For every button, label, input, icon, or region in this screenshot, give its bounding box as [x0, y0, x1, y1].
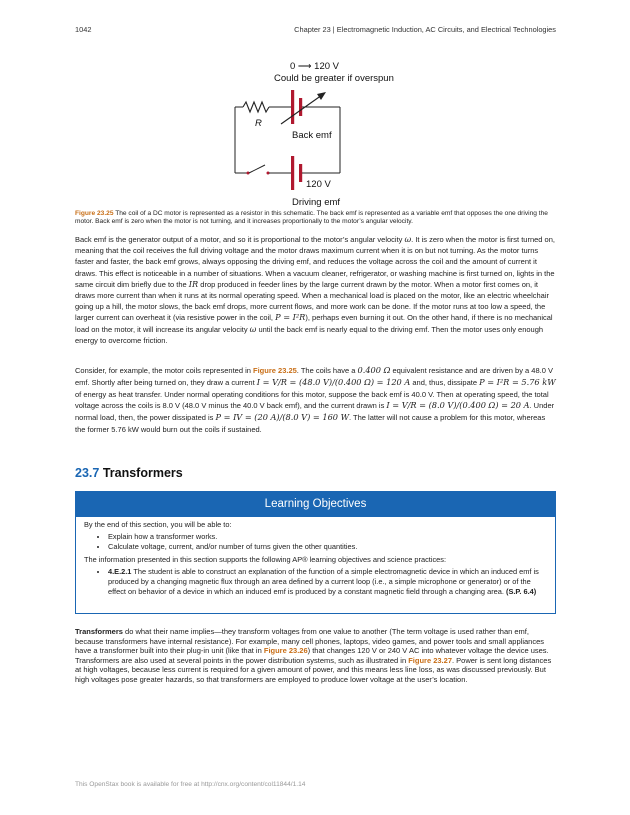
text: Back emf is the generator output of a motor, and so it is proportional to the motor’s angular velocity — [75, 235, 405, 244]
figure-link[interactable]: Figure 23.26 — [263, 646, 308, 656]
text: . The coils have a — [296, 366, 358, 375]
page-footer: This OpenStax book is available for free at http://cnx.org/content/col11844/1.14 — [75, 781, 306, 788]
voltage-label: 120 V — [306, 179, 331, 190]
back-emf-plate-short — [299, 98, 302, 116]
text: equivalent resistance and are driven by a 48.0 V emf. Shortly after being turned on, they draw a current — [75, 366, 553, 387]
figure-caption — [75, 210, 557, 227]
page-number: 1042 — [75, 25, 92, 34]
driving-emf-plate-long — [291, 156, 294, 190]
driving-emf-plate-short — [299, 164, 302, 182]
paragraph-transformers — [75, 627, 557, 685]
lo-intro: By the end of this section, you will be able to: — [84, 520, 232, 529]
math: P = IV = (20 A)/(8.0 V) = 160 W — [215, 412, 350, 423]
back-emf-label: Back emf — [292, 130, 332, 141]
chapter-title: Chapter 23 | Electromagnetic Induction, AC Circuits, and Electrical Technologies — [294, 25, 556, 34]
lo-list — [84, 532, 547, 552]
math: ω — [249, 323, 257, 334]
text: . Power is sent long distances at high voltages, because less current is required for a given amount of power, and this means less line loss, as was discussed previously. But high voltages pose greater hazards, so that transformers are employed to produce lower voltage at the user’s location. — [75, 655, 552, 684]
text: ), perhaps even burning it out. On the other hand, if there is no mechanical load on the motor, it will increase its angular velocity — [75, 313, 553, 334]
math: 0.400 Ω — [357, 365, 391, 375]
ap-practice: (S.P. 6.4) — [505, 587, 537, 596]
ap-item — [108, 567, 547, 597]
resistor-zigzag — [243, 102, 269, 112]
math: P = I²R — [275, 312, 306, 323]
text: ) that changes 120 V or 240 V AC into whatever voltage the device uses. Transformers are also used at several points in the power distribution systems, such as illustrated in — [75, 646, 549, 665]
lo-item: • Explain how a transformer works. — [108, 532, 547, 542]
text: . The latter will not cause a problem for this motor, whereas the former 5.76 kW would burn out the coils if sustained. — [75, 413, 546, 434]
lo-item: • Calculate voltage, current, and/or number of turns given the other quantities. — [108, 542, 547, 552]
text: Consider, for example, the motor coils represented in — [75, 366, 254, 375]
math: ω — [404, 234, 412, 244]
figure-link[interactable]: Figure 23.27 — [408, 655, 452, 665]
learning-objectives-box — [75, 491, 556, 614]
math: IR — [188, 278, 199, 289]
resistor-label: R — [255, 118, 262, 129]
overspun-label: Could be greater if overspun — [274, 73, 394, 84]
paragraph-back-emf — [75, 234, 557, 346]
text: of energy as heat transfer. Under normal operating conditions for this motor, suppose the back emf is 40.0 V. Then at operating speed, the total voltage across the coils is 8.0 V (48.0 V minus the 40.0 V back emf), and the current drawn is — [75, 389, 549, 411]
text: and, thus, dissipate — [410, 377, 480, 387]
learning-objectives-heading: Learning Objectives — [76, 492, 555, 517]
switch-lever — [249, 165, 265, 173]
paragraph-motor-example — [75, 365, 557, 436]
text: do what their name implies—they transform voltages from one value to another (The term voltage is used rather than emf, because transformers have internal resistance). For example, many cell phones, laptops, video games, and power tools and small appliances have a transformer built into their plug-in unit (like that in — [75, 627, 544, 656]
text: . It is zero when the motor is first turned on, meaning that the coil receives the full driving voltage and the motor draws maximum current when it is on but not turning. As the motor turns faster and faster, the back emf grows, always opposing the driving emf, and reduces the voltage across the coil and the amount of current it draws. This effect is noticeable in a number of situations. When a vacuum cleaner, refrigerator, or washing machine is first turned on, lights in the same circuit dim briefly due to the — [75, 235, 555, 289]
voltage-range-label: 0 ⟶ 120 V — [290, 61, 340, 72]
section-heading — [75, 466, 183, 480]
learning-objectives-body — [76, 517, 555, 597]
driving-emf-label: Driving emf — [292, 197, 341, 208]
math: P = I²R = 5.76 kW — [479, 376, 556, 387]
ap-intro: The information presented in this section supports the following AP® learning objectives and science practices: — [84, 555, 447, 564]
text: . Under normal load, then, the power dissipated is — [75, 401, 555, 423]
ap-code: 4.E.2.1 — [108, 567, 132, 576]
text: drop produced in feeder lines by the large current drawn by the motor. When a motor first comes on, it draws more current than when it runs at its normal operating speed. When a mechanical load is placed on the motor, like an electric wheelchair going up a hill, the motor slows, the back emf drops, more current flows, and more work can be done. If the motor runs at too low a speed, the larger current can overheat it (via resistive power in the coil, — [75, 279, 549, 323]
term-transformers: Transformers — [75, 627, 123, 636]
math: I = V/R = (48.0 V)/(0.400 Ω) = 120 A — [256, 376, 411, 387]
ap-text: The student is able to construct an explanation of the function of a simple electromagnetic device in which an induced emf is produced by a changing magnetic flux through an area defined by a current loop (i.e., a simple microphone or generator) or of the effect on behavior of a device in which an induced emf is produced by a constant magnetic field through a changing area. — [108, 567, 539, 596]
caption-figure-label: Figure 23.25 — [75, 210, 114, 217]
dc-motor-circuit-figure — [220, 52, 420, 212]
back-emf-plate-long — [291, 90, 294, 124]
caption-text: The coil of a DC motor is represented as a resistor in this schematic. The back emf is represented as a variable emf that opposes the one driving the motor. Back emf is zero when the motor is not turning, and it increases proportionally to the motor’s angular velocity. — [75, 210, 548, 226]
section-title: Transformers — [99, 466, 183, 480]
figure-link[interactable]: Figure 23.25 — [253, 366, 297, 375]
math: I = V/R = (8.0 V)/(0.400 Ω) = 20 A — [386, 400, 530, 411]
section-number: 23.7 — [75, 466, 100, 480]
text: until the back emf is nearly equal to the driving emf. Then the motor uses only enough energy to overcome friction. — [75, 324, 544, 345]
variable-arrow-head — [317, 92, 326, 100]
ap-list — [84, 567, 547, 597]
